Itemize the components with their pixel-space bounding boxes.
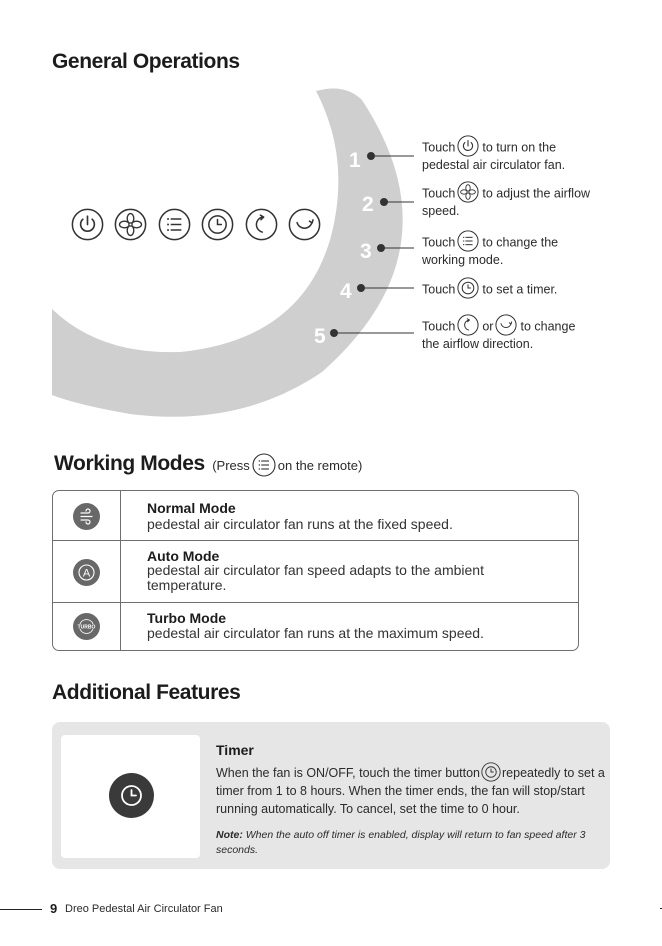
annotation-2-pre: Touch [422, 186, 456, 201]
timer-clock-icon [481, 762, 501, 782]
annotation-5-mid: or [482, 319, 494, 334]
annotation-5-pre: Touch [422, 319, 456, 334]
feature-body [216, 764, 608, 818]
panel-number-3: 3 [360, 240, 372, 263]
footer-rule [0, 909, 42, 910]
turbo-icon [73, 613, 100, 640]
feature-note [216, 828, 596, 858]
mode-row-turbo [53, 603, 578, 651]
auto-a-icon [73, 559, 100, 586]
mode-menu-icon [252, 453, 276, 477]
hint-post: on the remote) [277, 458, 363, 473]
control-panel-diagram [0, 0, 662, 440]
turbo-icon-label: TURBO [77, 624, 96, 631]
normal-wind-icon [73, 503, 100, 530]
mode-name: Normal Mode [147, 500, 236, 516]
mode-icon-cell [53, 603, 121, 651]
annotation-5-post: to change [520, 319, 576, 334]
fan-speed-icon [457, 181, 479, 203]
section-title-working-modes: Working Modes [54, 452, 205, 475]
mode-row-auto [53, 541, 578, 603]
annotation-5-line2: the airflow direction. [422, 337, 534, 351]
mode-name: Turbo Mode [147, 610, 227, 626]
panel-number-2: 2 [362, 193, 374, 216]
annotation-3-pre: Touch [422, 235, 456, 250]
feature-image [61, 735, 200, 858]
annotation-2-line2: speed. [422, 204, 460, 218]
mode-desc: pedestal air circulator fan speed adapts to the ambient temperature. [147, 562, 484, 593]
timer-clock-icon [109, 773, 154, 818]
annotation-1 [422, 139, 565, 173]
panel-buttons [72, 209, 319, 239]
section-title-additional: Additional Features [52, 681, 241, 704]
oscillate-down-icon [495, 314, 517, 336]
mode-icon-cell [53, 541, 121, 602]
page-number: 9 [50, 901, 58, 916]
panel-number-5: 5 [314, 325, 326, 348]
mode-menu-icon [457, 230, 479, 252]
annotation-2 [422, 185, 590, 219]
fan-speed-icon[interactable] [115, 209, 145, 239]
working-modes-heading [54, 452, 362, 477]
mode-name: Auto Mode [147, 548, 220, 564]
footer-title: Dreo Pedestal Air Circulator Fan [65, 903, 223, 915]
annotation-2-post: to adjust the airflow [482, 186, 591, 201]
auto-icon-letter: A [82, 567, 91, 580]
panel-number-1: 1 [349, 149, 361, 172]
feature-title: Timer [216, 742, 254, 758]
mode-icon-cell [53, 491, 121, 540]
annotation-4-pre: Touch [422, 282, 456, 297]
annotation-1-line2: pedestal air circulator fan. [422, 158, 566, 172]
annotation-5 [422, 318, 575, 352]
annotation-3-post: to change the [482, 235, 559, 250]
feature-body-post: repeatedly to set a timer from 1 to 8 hours. When the timer ends, the fan will stop/start running automatically. To cancel, set the time to 0 hour. [216, 766, 605, 817]
hint-pre: (Press [212, 458, 250, 473]
power-icon [457, 135, 479, 157]
timer-clock-icon[interactable] [202, 209, 232, 239]
mode-menu-icon[interactable] [159, 209, 189, 239]
note-label: Note: [216, 829, 243, 841]
rotate-left-icon [457, 314, 479, 336]
feature-card-timer [52, 722, 610, 869]
power-icon[interactable] [72, 209, 102, 239]
panel-number-4: 4 [340, 280, 352, 303]
modes-table [52, 490, 579, 651]
annotation-4-post: to set a timer. [482, 282, 558, 297]
mode-desc: pedestal air circulator fan runs at the maximum speed. [147, 625, 484, 641]
note-text: When the auto off timer is enabled, display will return to fan speed after 3 seconds. [216, 829, 586, 856]
rotate-left-icon[interactable] [246, 209, 276, 239]
section-title-general: General Operations [52, 50, 240, 73]
mode-row-normal [53, 491, 578, 541]
annotation-1-post: to turn on the [482, 140, 557, 155]
feature-body-pre: When the fan is ON/OFF, touch the timer button [216, 766, 481, 780]
working-modes-hint [212, 458, 362, 473]
panel-arc [52, 88, 403, 416]
oscillate-down-icon[interactable] [289, 209, 319, 239]
annotation-1-pre: Touch [422, 140, 456, 155]
mode-desc: pedestal air circulator fan runs at the fixed speed. [147, 516, 453, 532]
timer-clock-icon [457, 277, 479, 299]
annotation-3-line2: working mode. [422, 253, 504, 267]
annotation-3 [422, 234, 558, 268]
annotation-4 [422, 281, 557, 299]
